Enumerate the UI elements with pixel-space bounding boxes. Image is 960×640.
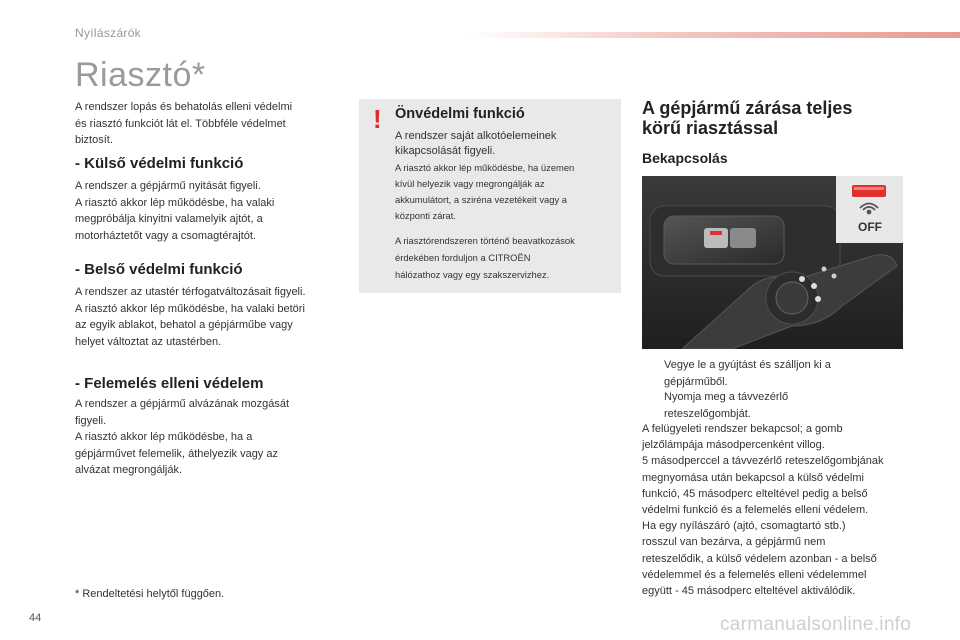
- page-number: 44: [29, 612, 42, 624]
- info-box-detail-1: A riasztó akkor lép működésbe, ha üzemen kívül helyezik vagy megrongálják az akkumulátort, a sziréna vezetékeit vagy a központi zárat.: [395, 162, 575, 221]
- page-title: Riasztó*: [75, 56, 206, 94]
- inner-protection-heading: - Belső védelmi funkció: [75, 261, 243, 278]
- outer-protection-heading: - Külső védelmi funkció: [75, 155, 244, 172]
- footnote: * Rendeltetési helytől függően.: [75, 588, 225, 600]
- activation-description: A felügyeleti rendszer bekapcsol; a gomb jelzőlámpája másodpercenként villog. 5 másodperccel a távvezérlő reteszelőgombjának megnyomása után bekapcsol a külső védelmi funkció, 45 másodperc elteltével pedig a belső védelmi funkció és a felemelés elleni védelem. Ha egy nyílászáró (ajtó, csomagtartó stb.) rosszul van bezárva, a gépjármű nem reteszelődik, a külső védelem azonban - a belső védelemmel és a felemelés elleni védelemmel együtt - 45 másodperc elteltével aktiválódik.: [642, 423, 884, 598]
- step-2: Nyomja meg a távvezérlő reteszelőgombját.: [664, 391, 789, 420]
- lift-protection-text-2: A riasztó akkor lép működésbe, ha a gépjárművet felemelik, áthelyezik vagy az alvázat megrongálják.: [75, 431, 278, 476]
- info-box-lead: A rendszer saját alkotóelemeinek kikapcsolását figyeli.: [395, 130, 557, 157]
- lift-protection-heading: - Felemelés elleni védelem: [75, 375, 264, 392]
- info-box-detail-2: A riasztórendszeren történő beavatkozások érdekében forduljon a CITROËN hálózathoz vagy egy szakszervizhez.: [395, 235, 575, 280]
- intro-text: A rendszer lopás és behatolás elleni védelmi és riasztó funkciót lát el. Többféle védelmet biztosít.: [75, 101, 293, 146]
- section-label: Nyílászárók: [75, 26, 141, 40]
- alarm-button-inset: [836, 176, 903, 243]
- outer-protection-text: A rendszer a gépjármű nyitását figyeli. A riasztó akkor lép működésbe, ha valaki megpróbálja kinyitni valamelyik ajtót, a motorháztetőt vagy a csomagtérajtót.: [75, 180, 275, 242]
- info-box-title: Önvédelmi funkció: [395, 106, 525, 122]
- inset-off-label: OFF: [858, 220, 882, 234]
- lift-protection-text-1: A rendszer a gépjármű alvázának mozgását figyeli.: [75, 398, 290, 427]
- watermark: carmanualsonline.info: [720, 614, 912, 635]
- right-heading: A gépjármű zárása teljes körű riasztással: [642, 98, 853, 138]
- inner-protection-text: A rendszer az utastér térfogatváltozásait figyeli. A riasztó akkor lép működésbe, ha valaki betöri az egyik ablakot, behatol a gépjárműbe vagy helyet változtat az utastérben.: [75, 286, 306, 348]
- warning-mark-icon: !: [373, 104, 382, 134]
- header-stripe: [470, 32, 960, 38]
- step-1: Vegye le a gyújtást és szálljon ki a gépjárműből.: [664, 359, 831, 388]
- right-subheading: Bekapcsolás: [642, 150, 728, 166]
